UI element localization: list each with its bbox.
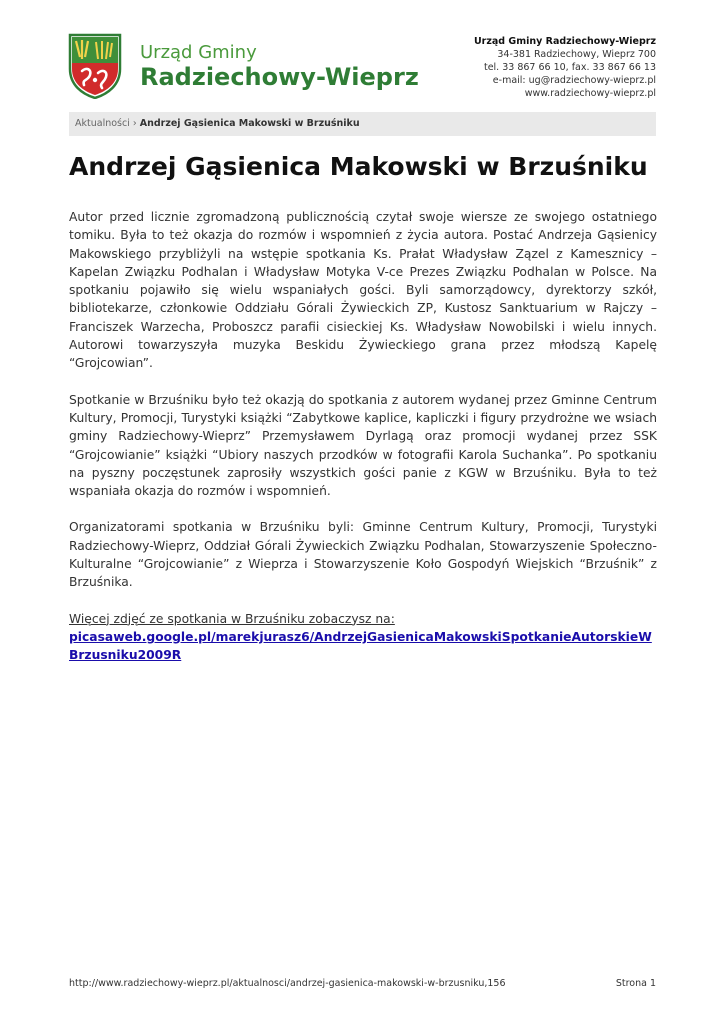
breadcrumb-current: Andrzej Gąsienica Makowski w Brzuśniku bbox=[139, 118, 360, 129]
breadcrumb bbox=[69, 112, 656, 136]
coat-of-arms-icon bbox=[68, 33, 122, 99]
more-photos bbox=[69, 610, 657, 665]
article-paragraph-2: Spotkanie w Brzuśniku było też okazją do spotkania z autorem wydanej przez Gminne Centrum Kultury, Promocji, Turystyki książki “Zabytkowe kaplice, kapliczki i figury przydrożne we wsiach gminy Radziechowy-Wieprz” Przemysławem Dyrlagą oraz promocji wydanej przez SSK “Grojcowianie” książki “Ubiory naszych przodków w fotografii Karola Suchanka”. Po spotkaniu na pyszny poczęstunek zaprosiły wszystkich gości panie z KGW w Brzuśniku. Była to też wspaniała okazja do rozmów i wspomnień. bbox=[69, 392, 657, 499]
contact-info bbox=[474, 35, 656, 100]
more-photos-label: Więcej zdjęć ze spotkania w Brzuśniku zobaczysz na: bbox=[69, 611, 395, 626]
logo-line1: Urząd Gminy bbox=[140, 42, 257, 63]
page-header bbox=[0, 0, 725, 110]
article-body bbox=[69, 208, 657, 665]
breadcrumb-link-aktualnosci[interactable]: Aktualności bbox=[75, 118, 130, 129]
page-number: Strona 1 bbox=[615, 978, 656, 989]
article-paragraph-1: Autor przed licznie zgromadzoną publicznością czytał swoje wiersze ze swojego ostatniego tomiku. Była to też okazja do rozmów i wspomnień z życia autora. Postać Andrzeja Gąsienicy Makowskiego przybliżyli na wstępie spotkania Ks. Prałat Władysław Zązel z Kamesznicy – Kapelan Związku Podhalan i Władysław Motyka V-ce Prezes Związku Podhalan w Polsce. Na spotkaniu pojawiło się wielu wspaniałych gości. Byli samorządowcy, dyrektorzy szkół, bibliotekarze, członkowie Oddziału Górali Żywieckich ZP, Kustosz Sanktuarium w Rajczy – Franciszek Warzecha, Proboszcz parafii cisieckiej Ks. Władysław Nowobilski i wielu innych. Autorowi towarzyszyła muzyka Beskidu Żywieckiego grana przez młodszą Kapelę “Grojcowian”. bbox=[69, 210, 657, 371]
contact-email: e-mail: ug@radziechowy-wieprz.pl bbox=[492, 75, 656, 86]
logo-line2: Radziechowy-Wieprz bbox=[140, 63, 419, 91]
contact-org-name: Urząd Gminy Radziechowy-Wieprz bbox=[473, 36, 656, 47]
contact-address: 34-381 Radziechowy, Wieprz 700 bbox=[497, 49, 656, 60]
footer-url: http://www.radziechowy-wieprz.pl/aktualnosci/andrzej-gasienica-makowski-w-brzusniku,156 bbox=[69, 978, 506, 989]
picasa-gallery-link[interactable]: picasaweb.google.pl/marekjurasz6/AndrzejGasienicaMakowskiSpotkanieAutorskieWBrzusniku2009R bbox=[69, 629, 652, 663]
breadcrumb-separator: › bbox=[132, 118, 137, 129]
page-title: Andrzej Gąsienica Makowski w Brzuśniku bbox=[69, 152, 648, 181]
contact-website: www.radziechowy-wieprz.pl bbox=[524, 88, 656, 99]
municipality-logo[interactable] bbox=[68, 33, 419, 99]
contact-phone: tel. 33 867 66 10, fax. 33 867 66 13 bbox=[483, 62, 656, 73]
article-paragraph-3: Organizatorami spotkania w Brzuśniku byli: Gminne Centrum Kultury, Promocji, Turystyki Radziechowy-Wieprz, Oddział Górali Żywieckich Związku Podhalan, Stowarzyszenie Społeczno-Kulturalne “Grojcowianie” z Wieprza i Stowarzyszenie Koło Gospodyń Wiejskich “Brzuśnik” z Brzuśnika. bbox=[69, 520, 657, 590]
